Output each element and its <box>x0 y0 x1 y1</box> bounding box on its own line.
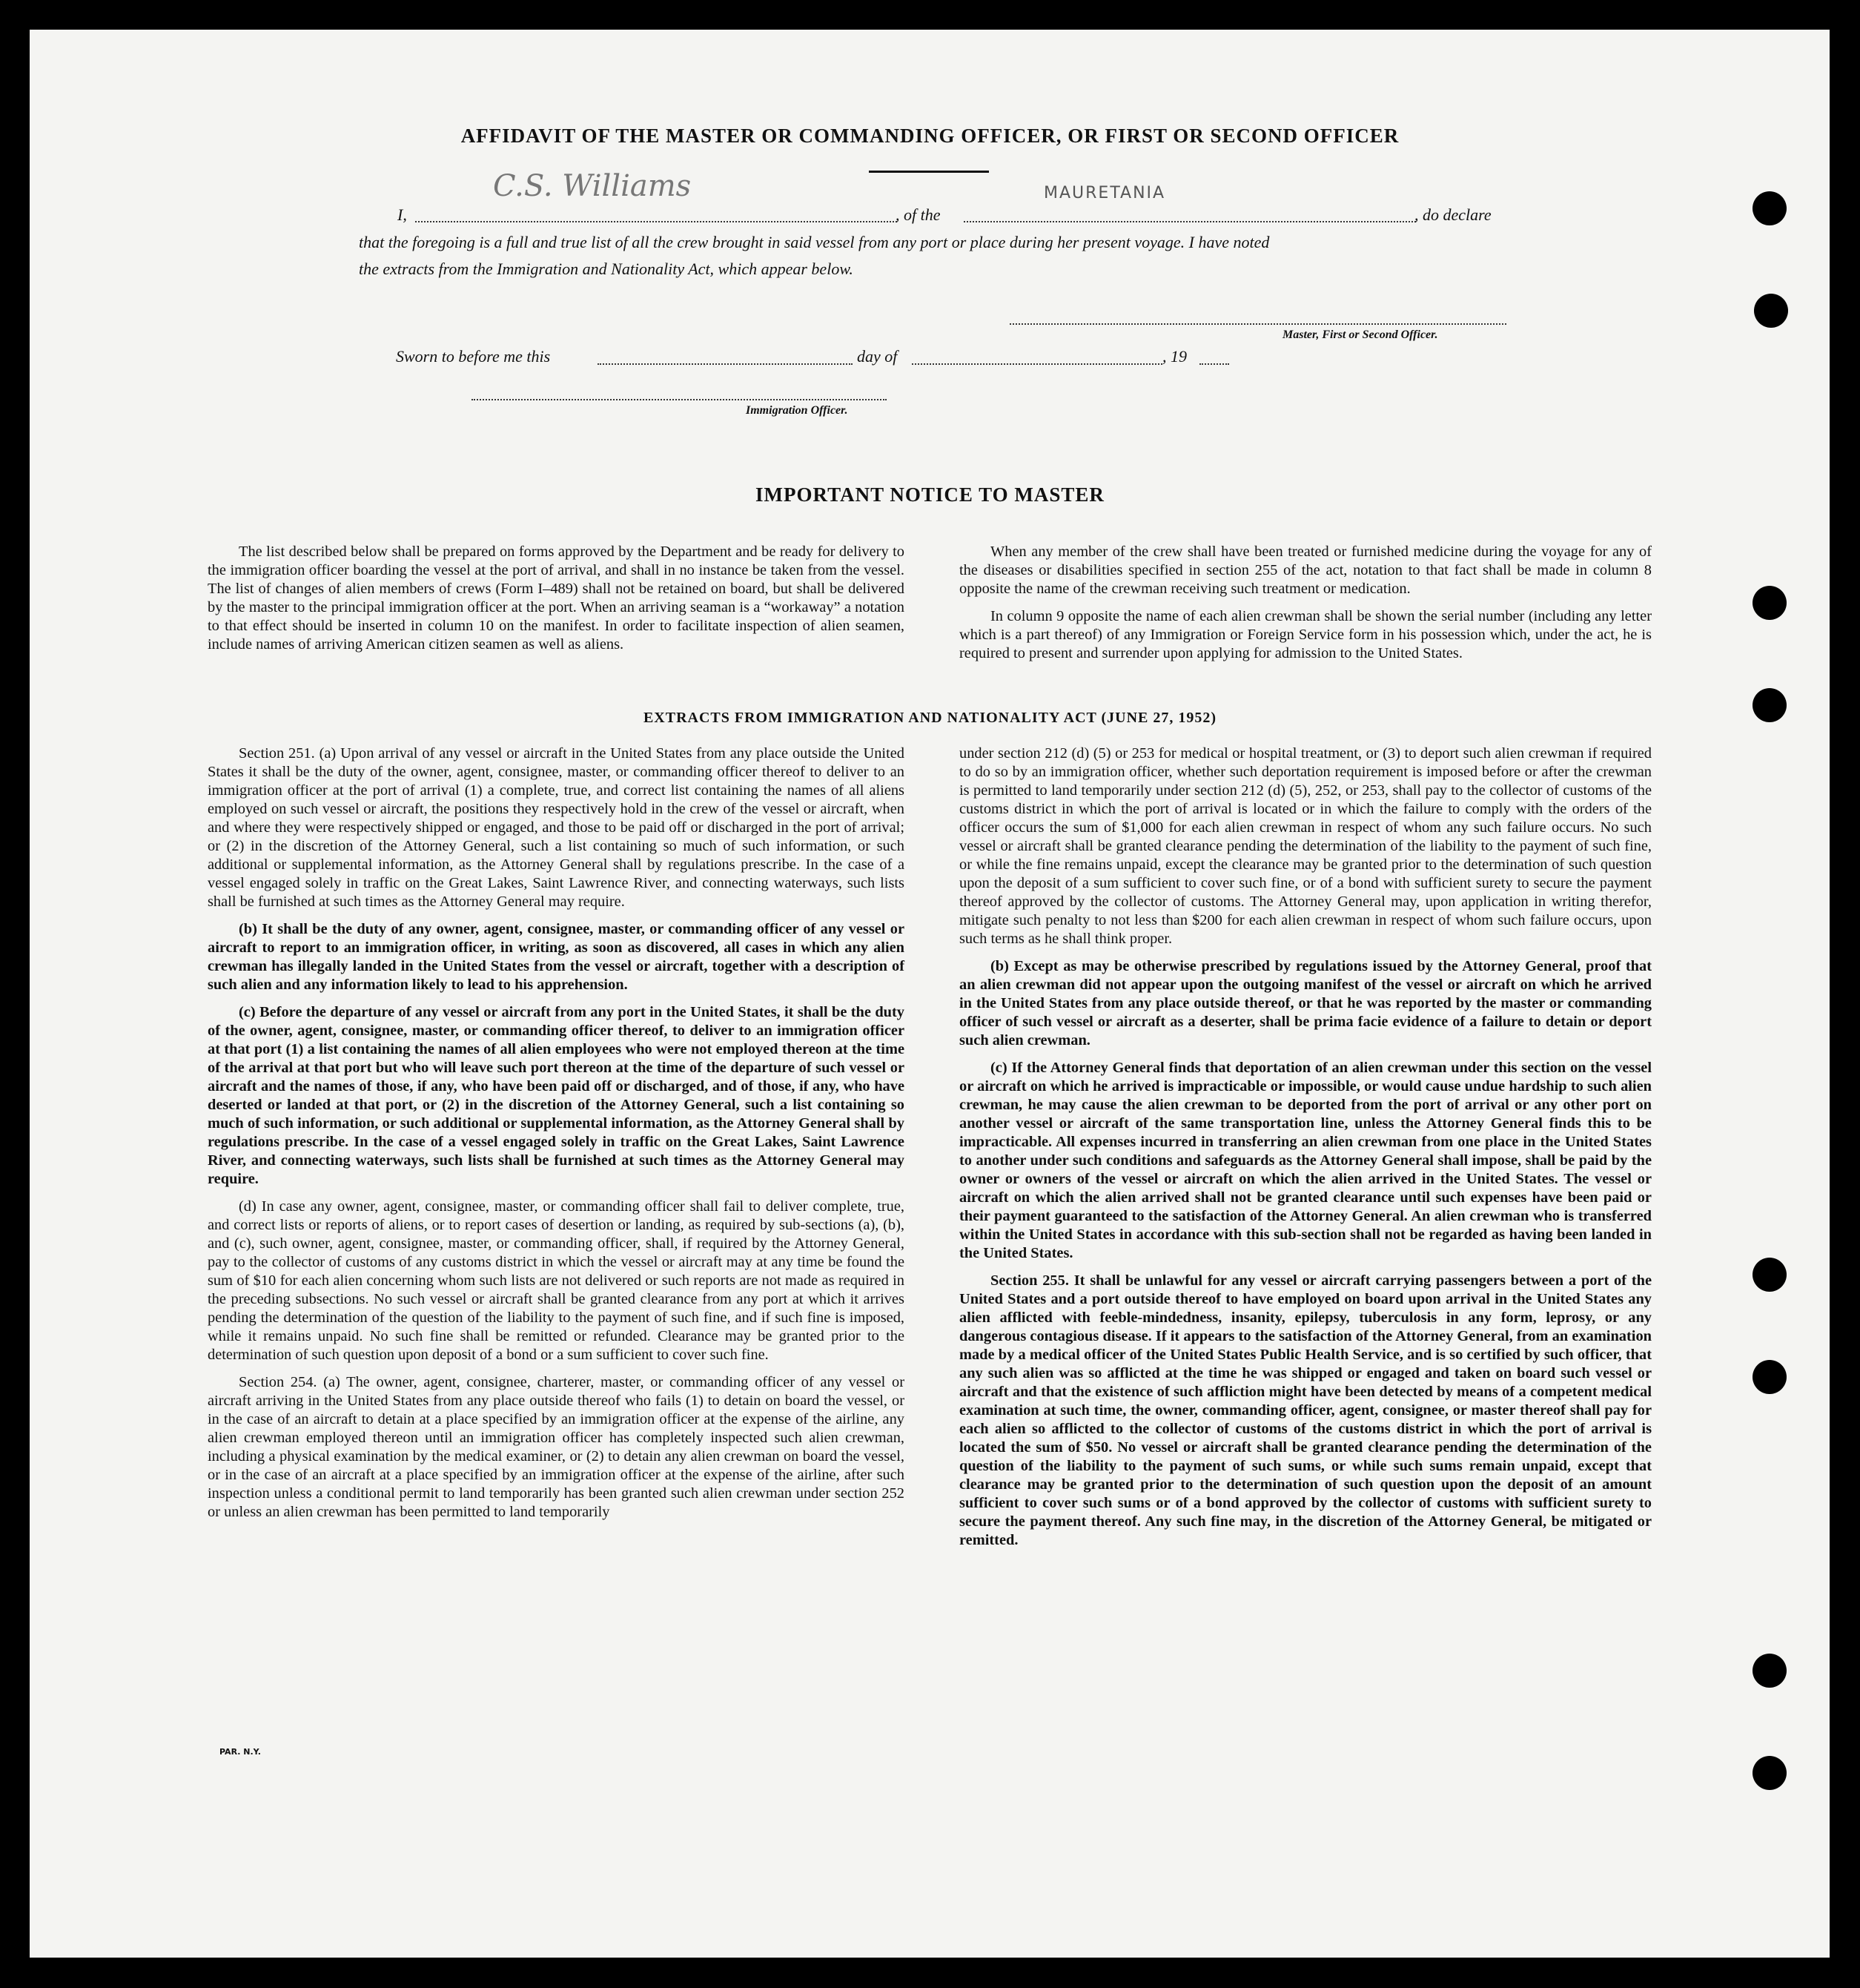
immigration-officer-caption: Immigration Officer. <box>746 404 848 417</box>
vessel-name-stamp: MAURETANIA <box>1044 184 1166 202</box>
binder-hole <box>1754 294 1788 328</box>
affidavit-of-the-label: , of the <box>896 205 941 224</box>
affidavit-title: AFFIDAVIT OF THE MASTER OR COMMANDING OFFICER, OR FIRST OR SECOND OFFICER <box>460 125 1400 147</box>
signer-name-line <box>415 221 897 222</box>
master-caption: Master, First or Second Officer. <box>1283 328 1438 341</box>
sworn-day-line <box>598 363 853 365</box>
section-255: Section 255. It shall be unlawful for any vessel or aircraft carrying passengers between a port of the United States and a port outside thereof to have employed on board upon arrival in the United States any alien afflicted with feeble-mindedness, insanity, epilepsy, tuberculosis in any form, leprosy, or any dangerous contagious disease. If it appears to the satisfaction of the Attorney General, from an examination made by a medical officer of the United States Public Health Service, and is so certified by such officer, that any such alien was so afflicted at the time he was shipped or engaged and taken on board such vessel or aircraft and that the existence of such affliction might have been detected by means of a competent medical examination at such time, the owner, commanding officer, agent, consignee, or master thereof shall pay for each alien so afflicted to the collector of customs of the customs district in which the port of arrival is located the sum of $50. No vessel or aircraft shall be granted clearance pending the determination of the question of the liability to the payment of such sums, or while such sums remain unpaid, except that clearance may be granted prior to the determination of such question upon the deposit of an amount sufficient to cover such sums or of a bond approved by the collector of customs with sufficient surety to secure the payment thereof. Any such fine may, in the discretion of the Attorney General, be mitigated or remitted. <box>959 1272 1652 1548</box>
notice-title: IMPORTANT NOTICE TO MASTER <box>755 483 1105 506</box>
section-251d: (d) In case any owner, agent, consignee, master, or commanding officer shall fail to deliver complete, true, and correct lists or reports of aliens, or to report cases of desertion or landing, as required by sub-sections (a), (b), and (c), such owner, agent, consignee, master, or commanding officer, shall, if required by the Attorney General, pay to the collector of customs of any customs district in which the vessel or aircraft may at any time be found the sum of $10 for each alien concerning whom such lists are not delivered or such reports are not made as required in the preceding subsections. No such vessel or aircraft shall be granted clearance from any port at which it arrives pending the determination of the question of the liability to the payment of such fine, and if such fine is imposed, while it remains unpaid. No such fine shall be remitted or refunded. Clearance may be granted prior to the determination of such question upon deposit of a bond or a sum sufficient to cover such fine. <box>208 1198 904 1363</box>
affidavit-declare-label: , do declare <box>1414 205 1492 224</box>
sworn-label: Sworn to before me this <box>396 347 551 366</box>
binder-hole <box>1753 1756 1787 1790</box>
affidavit-statement-line-2: that the foregoing is a full and true list of all the crew brought in said vessel from any port or place during her present voyage. I have noted <box>359 233 1270 251</box>
binder-hole <box>1753 1360 1787 1394</box>
sworn-year-line <box>1199 363 1229 365</box>
printer-mark: PAR. N.Y. <box>219 1747 261 1757</box>
extracts-right-column <box>959 744 1652 1550</box>
notice-right-paragraph-2: In column 9 opposite the name of each alien crewman shall be shown the serial number (including any letter which is a part thereof) of any Immigration or Foreign Service form in his possession which, under the act, he is required to present and surrender upon applying for admission to the United States. <box>959 608 1652 661</box>
immigration-officer-line <box>471 399 887 400</box>
binder-hole <box>1753 586 1787 620</box>
notice-left-column <box>208 543 904 654</box>
binder-hole <box>1753 1654 1787 1688</box>
notice-right-column <box>959 543 1652 663</box>
signer-name-signature: C.S. Williams <box>493 169 692 203</box>
sworn-month-line <box>912 363 1162 365</box>
section-254c: (c) If the Attorney General finds that deportation of an alien crewman under this section on the vessel or aircraft on which he arrived is impracticable or impossible, or would cause undue hardship to such alien crewman, he may cause the alien crewman to be deported from the port of arrival or any other port on another vessel or aircraft of the same transportation line, unless the Attorney General finds this to be impracticable. All expenses incurred in transferring an alien crewman from one place in the United States to another under such conditions and safeguards as the Attorney General shall impose, shall be paid by the owner or owners of the vessel or aircraft on which the alien arrived in the United States. The vessel or aircraft on which the alien arrived shall not be granted clearance until such expenses have been paid or their payment guaranteed to the satisfaction of the Attorney General. An alien crewman who is transferred within the United States in accordance with this sub-section shall not be regarded as having been landed in the United States. <box>959 1060 1652 1261</box>
title-divider <box>869 171 989 173</box>
section-251c: (c) Before the departure of any vessel or aircraft from any port in the United States, it shall be the duty of the owner, agent, consignee, master, or commanding officer thereof, to deliver to an immigration officer at that port (1) a list containing the names of all alien employees who were not employed thereon at the time of the arrival at that port but who will leave such port thereon at the time of the departure of such vessel or aircraft and the names of those, if any, who have been paid off or discharged, and of those, if any, who have deserted or landed at that port, or (2) in the discretion of the Attorney General, such a list containing so much of such information, or such additional or supplemental information, as the Attorney General shall by regulations prescribe. In the case of a vessel engaged solely in traffic on the Great Lakes, Saint Lawrence River, and connecting waterways, such lists shall be furnished at such times as the Attorney General may require. <box>208 1004 904 1187</box>
master-signature-line <box>1010 323 1506 325</box>
affidavit-statement-line-3: the extracts from the Immigration and Nationality Act, which appear below. <box>359 260 853 278</box>
section-254b: (b) Except as may be otherwise prescribed by regulations issued by the Attorney General, proof that an alien crewman did not appear upon the outgoing manifest of the vessel or aircraft on which he arrived in the United States from any place outside thereof, or that he was reported by the master or commanding officer of such vessel or aircraft as a deserter, shall be prima facie evidence of a failure to detain or deport such alien crewman. <box>959 958 1652 1049</box>
section-254a-continued: under section 212 (d) (5) or 253 for medical or hospital treatment, or (3) to deport such alien crewman if required to do so by an immigration officer, whether such deportation requirement is imposed before or after the crewman is permitted to land temporarily under section 212 (d) (5), 252, or 253, shall pay to the collector of customs of the customs district in which the port of arrival is located or in which the failure to comply with the orders of the officer occurs the sum of $1,000 for each alien crewman in respect of whom any such failure occurs. No such vessel or aircraft shall be granted clearance pending the determination of the liability to the payment of such fine, or while the fine remains unpaid, except the clearance may be granted prior to the determination of such question upon the deposit of a sum sufficient to cover such fine, or of a bond with sufficient surety to secure the payment thereof approved by the collector of customs. The Attorney General may, upon application in writing therefor, mitigate such penalty to not less than $200 for each alien crewman in respect of whom such failure occurs, upon such terms as he shall think proper. <box>959 745 1652 947</box>
notice-right-paragraph-1: When any member of the crew shall have been treated or furnished medicine during the voyage for any of the diseases or disabilities specified in section 255 of the act, notation to that fact shall be made in column 8 opposite the name of the crewman receiving such treatment or medication. <box>959 544 1652 597</box>
year-label: , 19 <box>1162 347 1187 366</box>
affidavit-i-label: I, <box>397 205 407 224</box>
notice-left-paragraph: The list described below shall be prepared on forms approved by the Department and be ready for delivery to the immigration officer boarding the vessel at the port of arrival, and shall in no instance be taken from the vessel. The list of changes of alien members of crews (Form I–489) shall not be retained on board, but shall be delivered by the master to the principal immigration officer at the port. When an arriving seaman is a “workaway” a notation to that effect should be inserted in column 10 on the manifest. In order to facilitate inspection of alien seamen, include names of arriving American citizen seamen as well as aliens. <box>208 544 904 653</box>
binder-hole <box>1753 1258 1787 1292</box>
binder-hole <box>1753 191 1787 225</box>
extracts-left-column <box>208 744 904 1522</box>
section-251a: Section 251. (a) Upon arrival of any vessel or aircraft in the United States from any place outside the United States it shall be the duty of the owner, agent, consignee, master, or commanding officer thereof to deliver to an immigration officer at the port of arrival (1) a complete, true, and correct list containing the names of all aliens employed on such vessel or aircraft, the positions they respectively hold in the crew of the vessel or aircraft, when and where they were respectively shipped or engaged, and those to be paid off or discharged in the port of arrival; or (2) in the discretion of the Attorney General, such a list containing so much of such information, or such additional or supplemental information, as the Attorney General shall by regulations prescribe. In the case of a vessel engaged solely in traffic on the Great Lakes, Saint Lawrence River, and connecting waterways, such lists shall be furnished at such times as the Attorney General may require. <box>208 745 904 910</box>
section-254a: Section 254. (a) The owner, agent, consignee, charterer, master, or commanding officer of any vessel or aircraft arriving in the United States from any place outside thereof who fails (1) to detain on board the vessel, or in the case of an aircraft to detain at a place specified by an immigration officer at the expense of the airline, any alien crewman employed thereon until an immigration officer has completely inspected such alien crewman, including a physical examination by the medical examiner, or (2) to detain any alien crewman on board the vessel, or in the case of an aircraft at a place specified by an immigration officer at the expense of the airline, after such inspection unless a conditional permit to land temporarily has been granted such alien crewman under section 252 or unless an alien crewman has been permitted to land temporarily <box>208 1374 904 1520</box>
section-251b: (b) It shall be the duty of any owner, agent, consignee, master, or commanding officer of any vessel or aircraft to report to an immigration officer, in writing, as soon as discovered, all cases in which any alien crewman has illegally landed in the United States from the vessel or aircraft, together with a description of such alien and any information likely to lead to his apprehension. <box>208 921 904 993</box>
extracts-title: EXTRACTS FROM IMMIGRATION AND NATIONALITY ACT (JUNE 27, 1952) <box>643 710 1217 726</box>
vessel-name-line <box>964 221 1416 222</box>
day-of-label: day of <box>857 347 898 366</box>
